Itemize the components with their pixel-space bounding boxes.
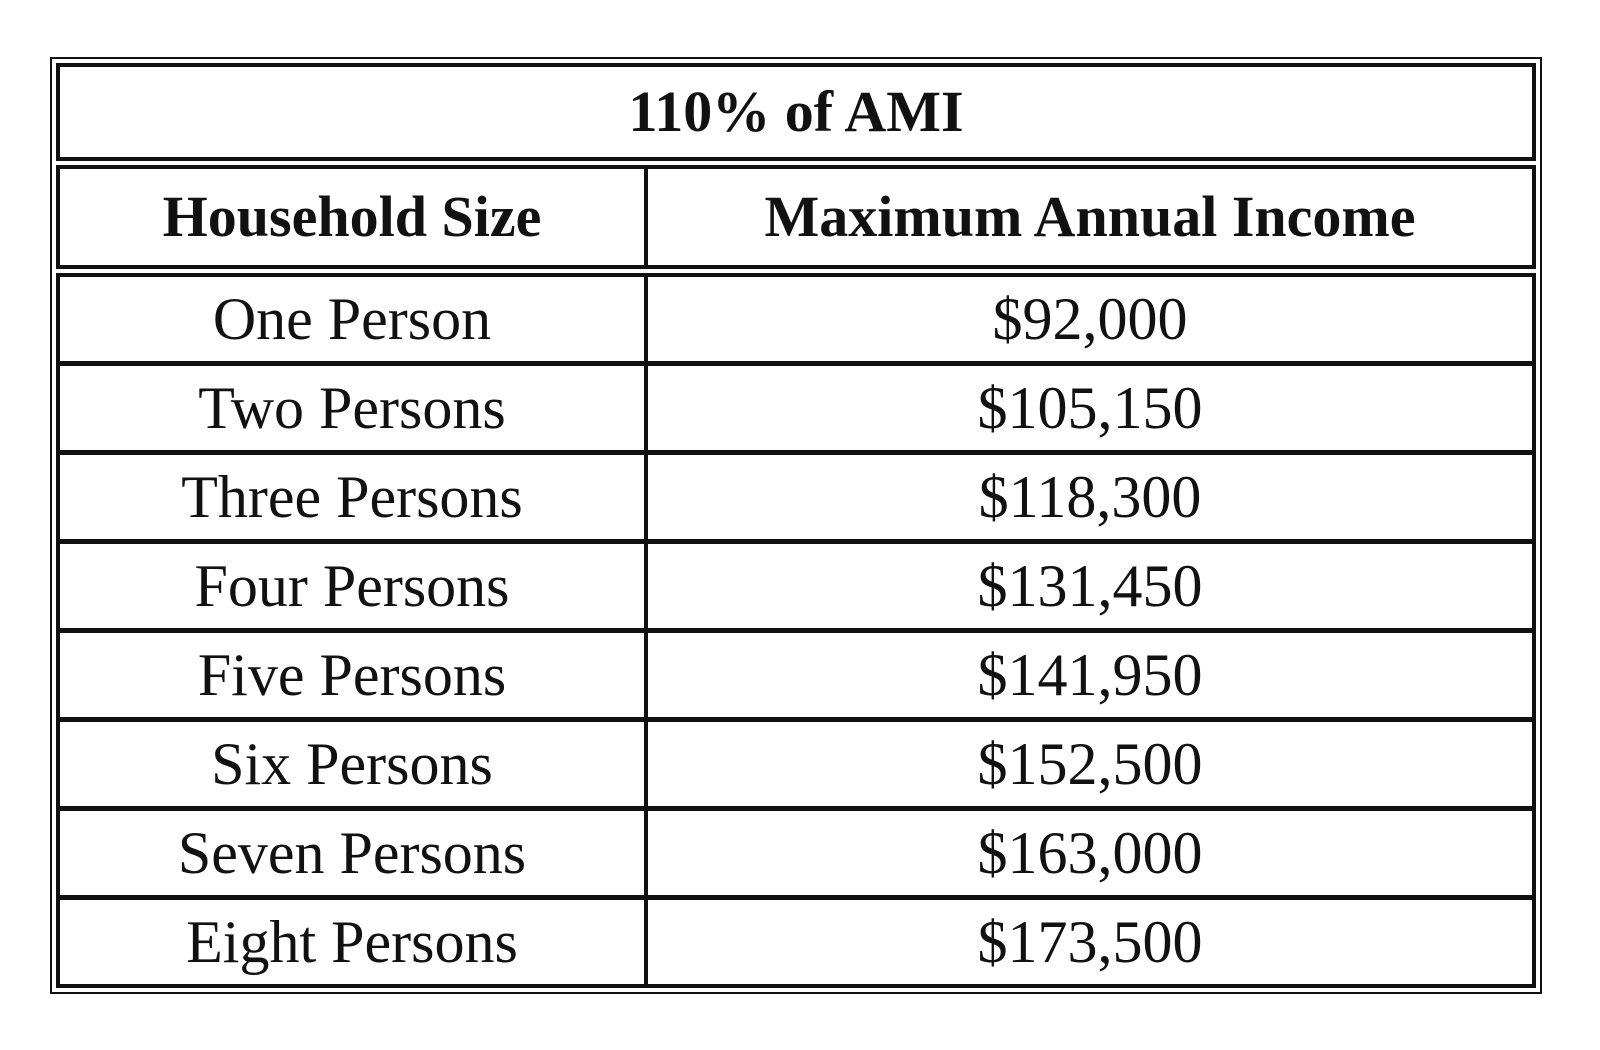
table-row — [56, 366, 1536, 455]
table-row — [56, 455, 1536, 544]
table-title: 110% of AMI — [56, 63, 1536, 161]
household-size-cell: Eight Persons — [56, 900, 648, 988]
income-limits-table — [56, 63, 1536, 988]
income-limits-table-frame — [50, 57, 1542, 994]
household-size-cell: Five Persons — [56, 633, 648, 722]
income-cell: $92,000 — [648, 273, 1536, 366]
income-cell: $163,000 — [648, 811, 1536, 900]
header-maximum-annual-income: Maximum Annual Income — [648, 165, 1536, 269]
income-cell: $105,150 — [648, 366, 1536, 455]
income-cell: $173,500 — [648, 900, 1536, 988]
title-row — [56, 63, 1536, 161]
household-size-cell: Six Persons — [56, 722, 648, 811]
household-size-cell: Two Persons — [56, 366, 648, 455]
income-cell: $141,950 — [648, 633, 1536, 722]
income-cell: $131,450 — [648, 544, 1536, 633]
income-cell: $152,500 — [648, 722, 1536, 811]
household-size-cell: Three Persons — [56, 455, 648, 544]
household-size-cell: One Person — [56, 273, 648, 366]
household-size-cell: Seven Persons — [56, 811, 648, 900]
table-row — [56, 811, 1536, 900]
header-row — [56, 165, 1536, 269]
table-row — [56, 273, 1536, 366]
header-household-size: Household Size — [56, 165, 648, 269]
table-row — [56, 544, 1536, 633]
table-row — [56, 633, 1536, 722]
household-size-cell: Four Persons — [56, 544, 648, 633]
income-cell: $118,300 — [648, 455, 1536, 544]
table-row — [56, 900, 1536, 988]
table-row — [56, 722, 1536, 811]
